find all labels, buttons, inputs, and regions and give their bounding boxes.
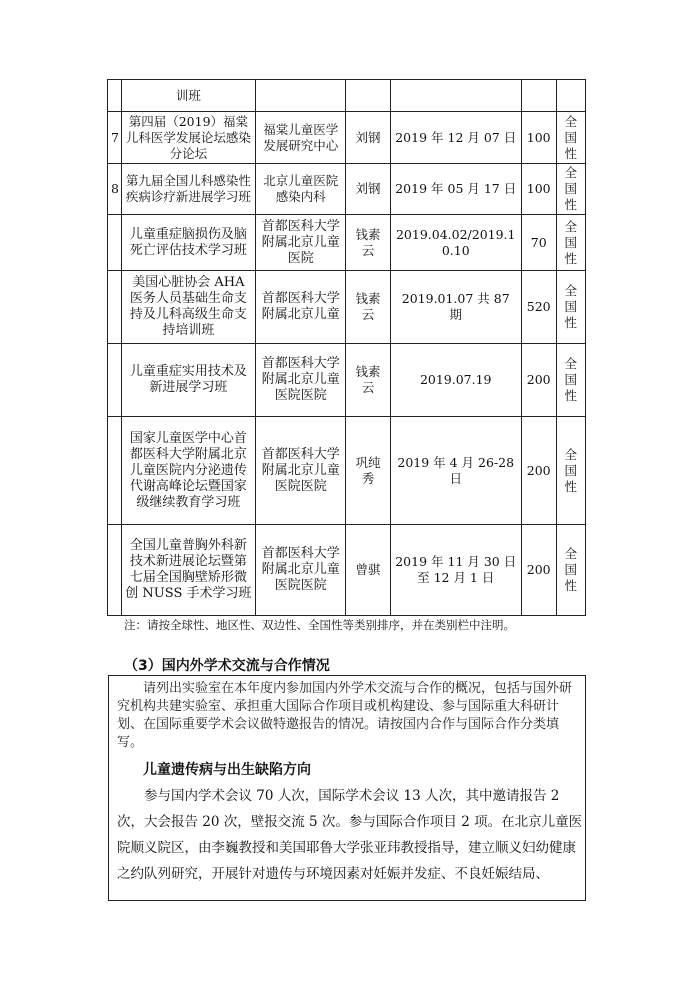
cell-name: 全国儿童普胸外科新技术新进展论坛暨第七届全国胸壁矫形微创 NUSS 手术学习班 <box>121 525 255 616</box>
cell-name: 第九届全国儿科感染性疾病诊疗新进展学习班 <box>121 164 255 215</box>
cell-org: 首都医科大学附属北京儿童医院医院 <box>256 417 346 525</box>
cell-count: 100 <box>521 112 556 164</box>
cell-org <box>256 80 346 112</box>
training-courses-table <box>107 79 586 616</box>
cell-scope: 全国性 <box>556 525 585 616</box>
cell-index <box>108 80 122 112</box>
cell-count: 100 <box>521 164 556 215</box>
cell-scope: 全国性 <box>556 344 585 417</box>
cell-org: 首都医科大学附属北京儿童医院医院 <box>256 525 346 616</box>
cell-date <box>390 80 521 112</box>
cell-count: 520 <box>521 271 556 344</box>
body-paragraph: 参与国内学术会议 70 人次，国际学术会议 13 人次，其中邀请报告 2 次，大会报告 20 次，壁报交流 5 次。参与国际合作项目 2 项。在北京儿童医院顺义院区，由李巍教授和美国耶鲁大学张亚玮教授指导，建立顺义妇幼健康之约队列研究，开展针对遗传与环境因素对妊娠并发症、不良妊娠结局、 <box>117 788 583 882</box>
cell-person: 曾骐 <box>346 525 390 616</box>
cell-date: 2019.01.07 共 87 期 <box>390 271 521 344</box>
cell-person <box>346 80 390 112</box>
cell-index: 8 <box>108 164 122 215</box>
table-row <box>108 271 586 344</box>
cell-name: 儿童重症脑损伤及脑死亡评估技术学习班 <box>121 215 255 271</box>
cell-count: 70 <box>521 215 556 271</box>
cell-count: 200 <box>521 525 556 616</box>
cell-count <box>521 80 556 112</box>
cell-date: 2019.04.02/2019.10.10 <box>390 215 521 271</box>
cell-index: 7 <box>108 112 122 164</box>
cell-date: 2019 年 05 月 17 日 <box>390 164 521 215</box>
cell-name: 国家儿童医学中心首都医科大学附属北京儿童医院内分泌遗传代谢高峰论坛暨国家级继续教育学习班 <box>121 417 255 525</box>
cell-org: 福棠儿童医学发展研究中心 <box>256 112 346 164</box>
cell-count: 200 <box>521 344 556 417</box>
cell-scope: 全国性 <box>556 164 585 215</box>
cell-name: 儿童重症实用技术及新进展学习班 <box>121 344 255 417</box>
table-row <box>108 215 586 271</box>
table-row <box>108 164 586 215</box>
cell-person: 巩纯秀 <box>346 417 390 525</box>
table-row <box>108 525 586 616</box>
cell-index <box>108 215 122 271</box>
cell-name: 美国心脏协会 AHA 医务人员基础生命支持及儿科高级生命支持培训班 <box>121 271 255 344</box>
cell-person: 刘钢 <box>346 112 390 164</box>
cell-date: 2019 年 12 月 07 日 <box>390 112 521 164</box>
cell-index <box>108 417 122 525</box>
table-row <box>108 344 586 417</box>
table-row-continuation <box>108 80 586 112</box>
cell-scope: 全国性 <box>556 215 585 271</box>
cell-name: 训班 <box>121 80 255 112</box>
cell-person: 钱素云 <box>346 344 390 417</box>
cell-count: 200 <box>521 417 556 525</box>
section-box <box>108 675 586 901</box>
cell-org: 北京儿童医院感染内科 <box>256 164 346 215</box>
cell-index <box>108 525 122 616</box>
cell-org: 首都医科大学附属北京儿童 <box>256 271 346 344</box>
cell-scope: 全国性 <box>556 271 585 344</box>
table-row <box>108 417 586 525</box>
cell-index <box>108 344 122 417</box>
cell-name: 第四届（2019）福棠儿科医学发展论坛感染分论坛 <box>121 112 255 164</box>
cell-date: 2019.07.19 <box>390 344 521 417</box>
cell-person: 刘钢 <box>346 164 390 215</box>
cell-person: 钱素云 <box>346 271 390 344</box>
cell-scope: 全国性 <box>556 112 585 164</box>
cell-date: 2019 年 4 月 26-28 日 <box>390 417 521 525</box>
table-note: 注：请按全球性、地区性、双边性、全国性等类别排序，并在类别栏中注明。 <box>124 618 515 632</box>
cell-org: 首都医科大学附属北京儿童医院医院 <box>256 344 346 417</box>
cell-date: 2019 年 11 月 30 日至 12 月 1 日 <box>390 525 521 616</box>
cell-scope: 全国性 <box>556 417 585 525</box>
section-heading: （3）国内外学术交流与合作情况 <box>124 658 330 674</box>
table-row <box>108 112 586 164</box>
cell-org: 首都医科大学附属北京儿童医院 <box>256 215 346 271</box>
instruction-text: 请列出实验室在本年度内参加国内外学术交流与合作的概况，包括与国外研究机构共建实验室、承担重大国际合作项目或机构建设、参与国际重大科研计划、在国际重要学术会议做特邀报告的情况。请按国内合作与国际合作分类填写。 <box>117 681 573 750</box>
subsection-heading: 儿童遗传病与出生缺陷方向 <box>143 762 311 778</box>
cell-scope <box>556 80 585 112</box>
cell-index <box>108 271 122 344</box>
cell-person: 钱素云 <box>346 215 390 271</box>
